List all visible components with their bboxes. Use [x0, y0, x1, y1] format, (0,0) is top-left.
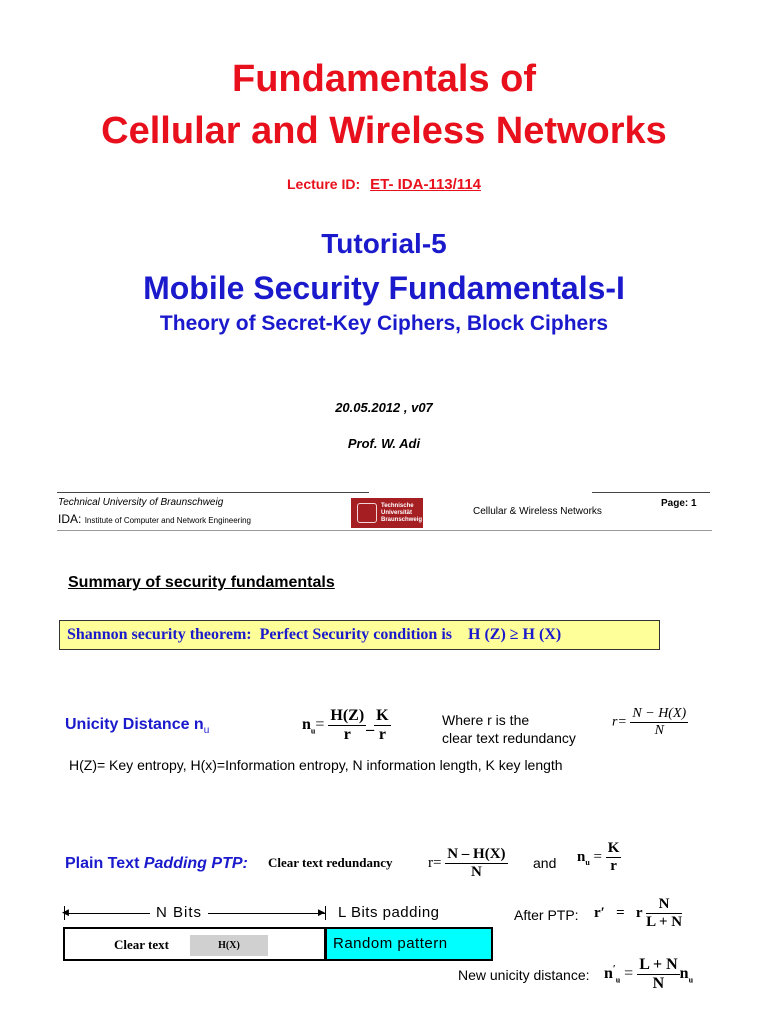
f4-sub: u	[585, 857, 590, 867]
ptp-label-text: Plain Text	[65, 855, 144, 872]
f6-frac	[637, 956, 679, 993]
shannon-theorem-box: Shannon security theorem: Perfect Security condition is H (Z) ≥ H (X)	[59, 620, 660, 650]
hx-block: H(X)	[190, 935, 268, 956]
redundancy-formula	[612, 706, 688, 739]
f6-num: L + N	[639, 956, 678, 973]
f1-num-2: K	[376, 707, 389, 724]
f6-den: N	[652, 975, 665, 992]
f3-num: N – H(X)	[447, 846, 506, 862]
f2-num: N − H(X)	[632, 706, 687, 721]
f5-frac	[646, 896, 682, 931]
f1-lhs: n	[302, 716, 311, 734]
f6-eq: =	[620, 965, 634, 983]
subject-title: Mobile Security Fundamentals-I	[143, 270, 625, 306]
l-bits-label: L Bits padding	[338, 904, 440, 921]
institute-full-name: Institute of Computer and Network Engineering	[84, 516, 251, 525]
institute-name	[58, 512, 251, 526]
redundancy-note	[442, 711, 576, 747]
definitions-line: H(Z)= Key entropy, H(x)=Information entropy, N information length, K key length	[69, 757, 563, 773]
author: Prof. W. Adi	[347, 436, 421, 451]
university-name: Technical University of Braunschweig	[58, 497, 224, 508]
slide-heading: Summary of security fundamentals	[68, 574, 335, 591]
f3-frac	[445, 846, 507, 881]
page-number: Page: 1	[661, 498, 697, 509]
clear-text-redundancy-label: Clear text redundancy	[268, 855, 393, 870]
arrow-right-icon: ▶	[318, 907, 325, 917]
f4-num: K	[607, 840, 620, 856]
f4-frac	[606, 840, 622, 875]
after-ptp-label: After PTP:	[514, 907, 579, 923]
after-ptp-formula	[594, 896, 682, 931]
header-rule-left	[57, 492, 369, 493]
title-line-2: Cellular and Wireless Networks	[101, 110, 667, 152]
course-name: Cellular & Wireless Networks	[473, 506, 602, 517]
where-line-1: Where r is the	[442, 712, 530, 728]
f1-den-1: r	[343, 726, 351, 743]
f6-prime: ′	[612, 963, 616, 975]
and-word: and	[533, 855, 557, 871]
f3-lhs: r=	[428, 854, 442, 871]
f1-minus: _	[366, 716, 375, 734]
f1-frac-2	[374, 707, 390, 744]
f1-num-1: H(Z)	[330, 707, 365, 724]
clear-text-label: Clear text	[114, 937, 169, 952]
new-unicity-label: New unicity distance:	[458, 967, 590, 983]
ptp-redundancy-formula	[428, 846, 508, 881]
ptp-label-italic: Padding PTP:	[143, 855, 248, 872]
tutorial-number: Tutorial-5	[321, 228, 447, 259]
f1-sub: u	[310, 726, 316, 736]
logo-text: Technische Universität Braunschweig	[381, 502, 423, 523]
seal-icon	[357, 503, 377, 523]
f6-rhs: n	[679, 965, 689, 983]
title-line-1: Fundamentals of	[231, 58, 537, 100]
institute-prefix: IDA:	[58, 512, 82, 526]
lecture-id-label: Lecture ID:	[286, 176, 361, 192]
unicity-distance-label	[65, 716, 209, 736]
version-date: 20.05.2012 , v07	[335, 400, 433, 415]
n-bits-label: N Bits	[150, 904, 208, 921]
new-unicity-formula	[604, 956, 693, 993]
f3-den: N	[470, 864, 482, 880]
f6-lhs: n	[604, 965, 613, 983]
f1-eq: =	[315, 716, 325, 734]
f6-rhs-sub: u	[688, 975, 694, 985]
unicity-label-sub: u	[203, 725, 210, 737]
f4-eq: =	[589, 848, 603, 865]
topic-subtitle: Theory of Secret-Key Ciphers, Block Ciphers	[159, 312, 609, 335]
f5-num: N	[646, 896, 682, 914]
f2-lhs: r=	[612, 714, 627, 730]
f4-lhs: n	[577, 848, 586, 865]
unicity-formula	[302, 707, 391, 744]
n-bits-right-tick	[325, 906, 326, 920]
unicity-label-text: Unicity Distance n	[65, 716, 204, 733]
f6-sub: u	[615, 975, 621, 985]
lecture-id-row	[0, 176, 768, 193]
f1-den-2: r	[378, 726, 386, 743]
header-rule-bottom	[57, 530, 712, 531]
f2-den: N	[654, 723, 664, 738]
f5-lhs: r′ = r	[594, 904, 643, 921]
where-line-2: clear text redundancy	[442, 730, 576, 746]
ptp-unicity-formula	[577, 840, 621, 875]
f1-frac-1	[328, 707, 366, 744]
f5-den: L + N	[646, 914, 683, 930]
ptp-label	[65, 855, 248, 873]
arrow-left-icon: ◀	[62, 907, 69, 917]
f2-frac	[630, 706, 688, 739]
lecture-id-value: ET- IDA-113/114	[370, 176, 482, 193]
f4-den: r	[610, 858, 617, 874]
random-pattern-block: Random pattern	[325, 927, 493, 961]
university-logo	[351, 498, 423, 528]
header-rule-right	[592, 492, 710, 493]
